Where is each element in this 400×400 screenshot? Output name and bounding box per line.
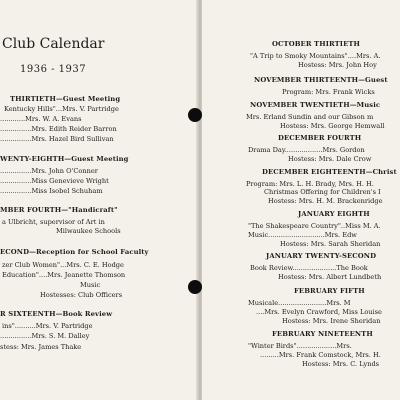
hostess-line: Hostess: Mrs. Sarah Sheridan [280,240,381,248]
event-heading: JANUARY TWENTY-SECOND [266,252,377,260]
hostess-line: Hostess: Mrs. H. M. Brackenridge [268,197,383,205]
program-line: "The Shakespeare Country"..Miss M. A. [248,222,381,230]
program-line: "A Trip to Smoky Mountains"....Mrs. A. [250,52,381,60]
event-heading: THIRTIETH—Guest Meeting [10,95,121,103]
event-heading: OCTOBER THIRTIETH [272,40,361,48]
hostess-line: Hostess: Mrs. Albert Lundbeth [278,273,382,281]
hostess-line: Hostess: Mrs. Dale Crow [288,155,372,163]
program-line: Program: Mrs. Frank Wicks [282,88,375,96]
left-page [0,0,198,400]
program-line: zer Club Women"...Mrs. C. E. Hodge [2,261,124,269]
program-line: Book Review.....................The Book [250,264,368,272]
event-heading: R SIXTEENTH—Book Review [0,310,113,318]
event-heading: WENTY-EIGHTH—Guest Meeting [0,155,129,163]
program-line: Milwaukee Schools [56,227,121,235]
program-line: Education"....Mrs. Jeanette Thomson [2,271,126,279]
event-heading: ECOND—Reception for School Faculty [0,248,149,256]
program-line: Music [80,281,101,289]
binding-hole-top [188,108,202,122]
program-line: ....Mrs. Evelyn Crawford, Miss Louise [256,308,382,316]
program-line: Drama Day..................Mrs. Gordon [248,146,365,154]
hostess-line: Hostess: Mrs. George Hemwall [280,122,385,130]
program-line: ...............Miss Isobel Schuham [0,187,103,195]
program-line: Mrs. Erland Sundin and our Gibson m [246,113,374,121]
program-line: ...............Mrs. Hazel Bird Sullivan [0,135,114,143]
hostess-line: Hostess: Mrs. Irene Sheridan [282,317,381,325]
hostess-line: stess: Mrs. James Thake [0,343,82,351]
right-page [202,0,400,400]
program-line: Musicale.......................Mrs. M [248,299,351,307]
program-line: Kentucky Hills"...Mrs. V. Partridge [4,105,119,113]
event-heading: FEBRUARY NINETEENTH [272,330,373,338]
hostess-line: Hostess: Mrs. C. Lynds [302,360,380,368]
program-line: ins"..........Mrs. V. Partridge [2,322,93,330]
program-line: Program: Mrs. L. H. Brady, Mrs. H. H. [246,180,374,188]
program-line: a Ulbricht, supervisor of Art in [2,218,105,226]
program-line: .........Mrs. Frank Comstock, Mrs. H. [260,351,381,359]
event-heading: NOVEMBER TWENTIETH—Music [250,101,381,109]
hostess-line: Hostess: Mrs. John Hoy [298,61,377,69]
event-heading: JANUARY EIGHTH [298,210,370,218]
program-line: Christmas Offering for Children's I [264,188,381,196]
event-heading: NOVEMBER THIRTEENTH—Guest [254,76,388,84]
program-line: Music...........................Mrs. Edw [248,231,357,239]
binding-hole-bottom [188,280,202,294]
event-heading: DECEMBER FOURTH [278,134,362,142]
program-line: ...............Mrs. John O'Conner [0,167,98,175]
program-line: ............Mrs. W. A. Evans [0,115,82,123]
program-line: ...............Mrs. Edith Reider Barron [0,125,117,133]
calendar-year: 1936 - 1937 [20,64,87,75]
program-line: "Winter Birds"...................Mrs. [248,342,352,350]
program-line: ...............Miss Genevieve Wright [0,177,109,185]
calendar-title: Club Calendar [2,36,105,52]
hostess-line: Hostesses: Club Officers [40,291,123,299]
program-line: ...............Mrs. S. M. Dalley [0,332,90,340]
event-heading: FEBRUARY FIFTH [294,287,365,295]
event-heading: MBER FOURTH—"Handicraft" [0,206,118,214]
event-heading: DECEMBER EIGHTEENTH—Christ [262,168,397,176]
